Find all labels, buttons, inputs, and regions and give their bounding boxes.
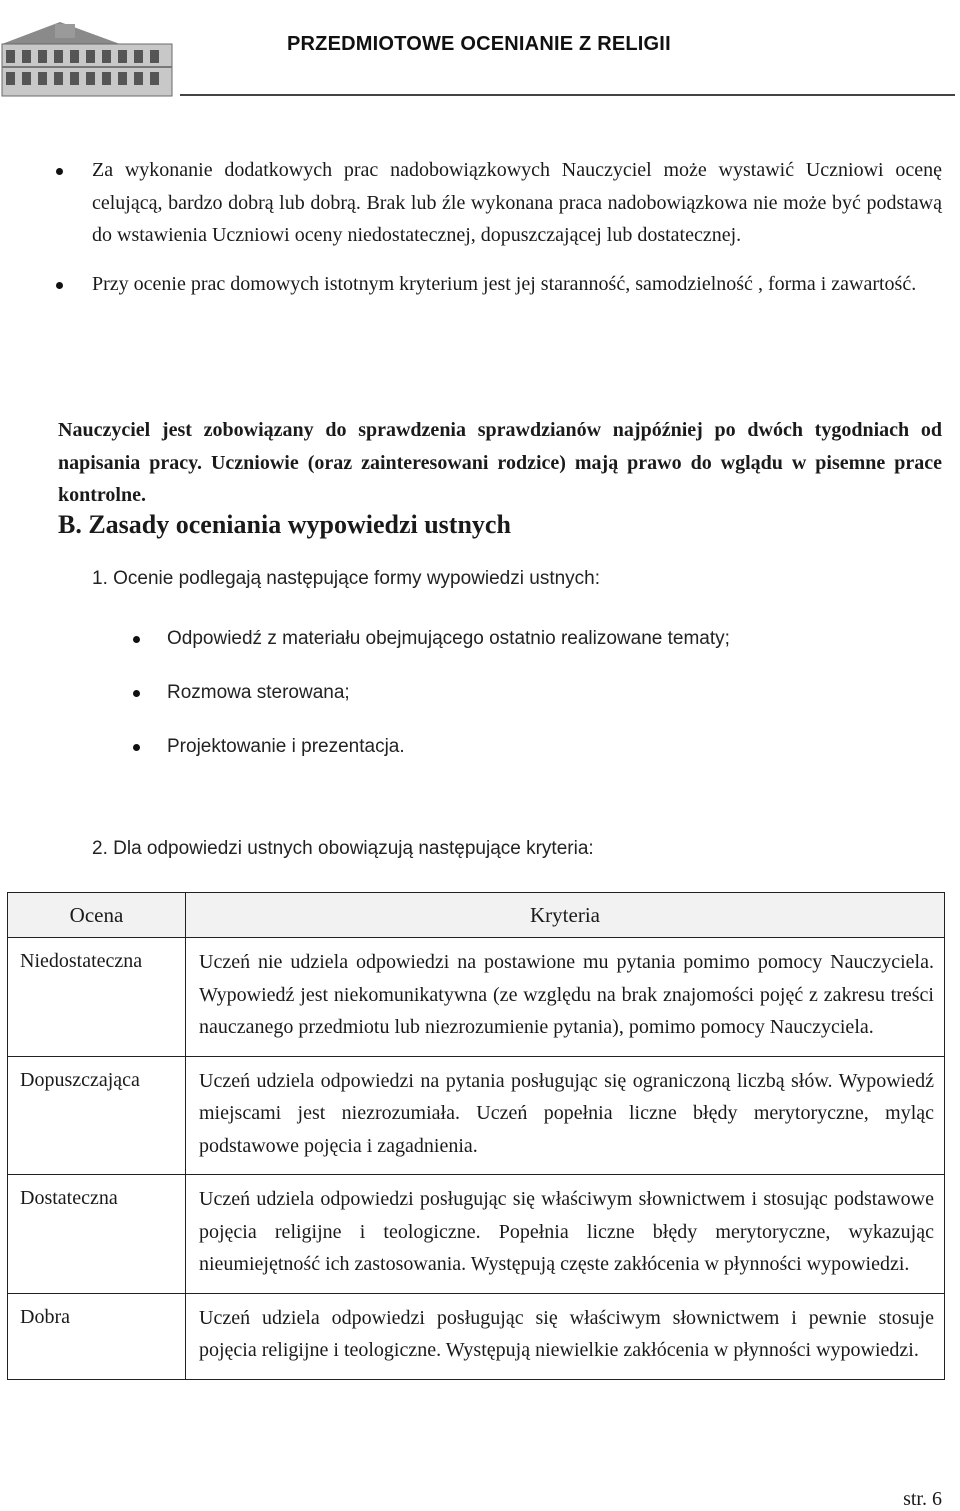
test-review-paragraph: Nauczyciel jest zobowiązany do sprawdzenia sprawdzianów najpóźniej po dwóch tygodniach od napisania pracy. Uczniowie (oraz zainteresowani rodzice) mają prawo do wglądu w pisemne prace kontrolne. [58,419,942,506]
column-header-grade: Ocena [8,893,186,938]
school-building-logo [0,4,180,98]
grade-cell: Dobra [8,1293,186,1379]
grade-cell: Dopuszczająca [8,1056,186,1175]
table-row [8,1175,945,1294]
table-header-row [8,893,945,938]
table-row [8,1056,945,1175]
criteria-cell: Uczeń udziela odpowiedzi posługując się właściwym słownictwem i pewnie stosuje pojęcia religijne i teologiczne. Występują niewielkie zakłócenia w płynności wypowiedzi. [186,1293,945,1379]
list-item: Za wykonanie dodatkowych prac nadobowiązkowych Nauczyciel może wystawić Uczniowi ocenę celującą, bardzo dobrą lub dobrą. Brak lub źle wykonana praca nadobowiązkowa nie może być podstawą do wstawienia Uczniowi oceny niedostatecznej, dopuszczającej lub dostatecznej. [92,154,942,252]
oral-forms-list [167,622,730,784]
page-header [0,0,960,110]
grade-cell: Dostateczna [8,1175,186,1294]
grade-cell: Niedostateczna [8,938,186,1057]
criteria-cell: Uczeń udziela odpowiedzi na pytania posługując się ograniczoną liczbą słów. Wypowiedź miejscami jest niezrozumiała. Uczeń popełnia liczne błędy merytoryczne, myląc podstawowe pojęcia i zagadnienia. [186,1056,945,1175]
page-number: str. 6 [903,1488,942,1510]
table-row [8,1293,945,1379]
list-item: Projektowanie i prezentacja. [167,730,730,784]
criteria-cell: Uczeń nie udziela odpowiedzi na postawione mu pytania pomimo pomocy Nauczyciela. Wypowiedź jest niekomunikatywna (ze względu na brak znajomości pojęć z zakresu treści nauczanego przedmiotu lub niezrozumienie pytania), pomimo pomocy Nauczyciela. [186,938,945,1057]
homework-rules-list [92,154,942,300]
criteria-cell: Uczeń udziela odpowiedzi posługując się właściwym słownictwem i stosując podstawowe pojęcia religijne i teologiczne. Popełnia liczne błędy merytoryczne, wykazując nieumiejętność ich zastosowania. Występują częste zakłócenia w płynności wypowiedzi. [186,1175,945,1294]
numbered-item-2: 2. Dla odpowiedzi ustnych obowiązują następujące kryteria: [92,838,594,859]
list-item: Odpowiedź z materiału obejmującego ostatnio realizowane tematy; [167,622,730,676]
list-item: Przy ocenie prac domowych istotnym kryterium jest jej staranność, samodzielność , forma i zawartość. [92,268,942,301]
criteria-table [7,892,945,1380]
column-header-criteria: Kryteria [186,893,945,938]
table-row [8,938,945,1057]
page-title: PRZEDMIOTOWE OCENIANIE Z RELIGII [287,33,671,55]
header-divider [180,94,955,96]
list-item: Rozmowa sterowana; [167,676,730,730]
section-heading: B. Zasady oceniania wypowiedzi ustnych [58,510,511,539]
numbered-item-1: 1. Ocenie podlegają następujące formy wypowiedzi ustnych: [92,568,601,589]
